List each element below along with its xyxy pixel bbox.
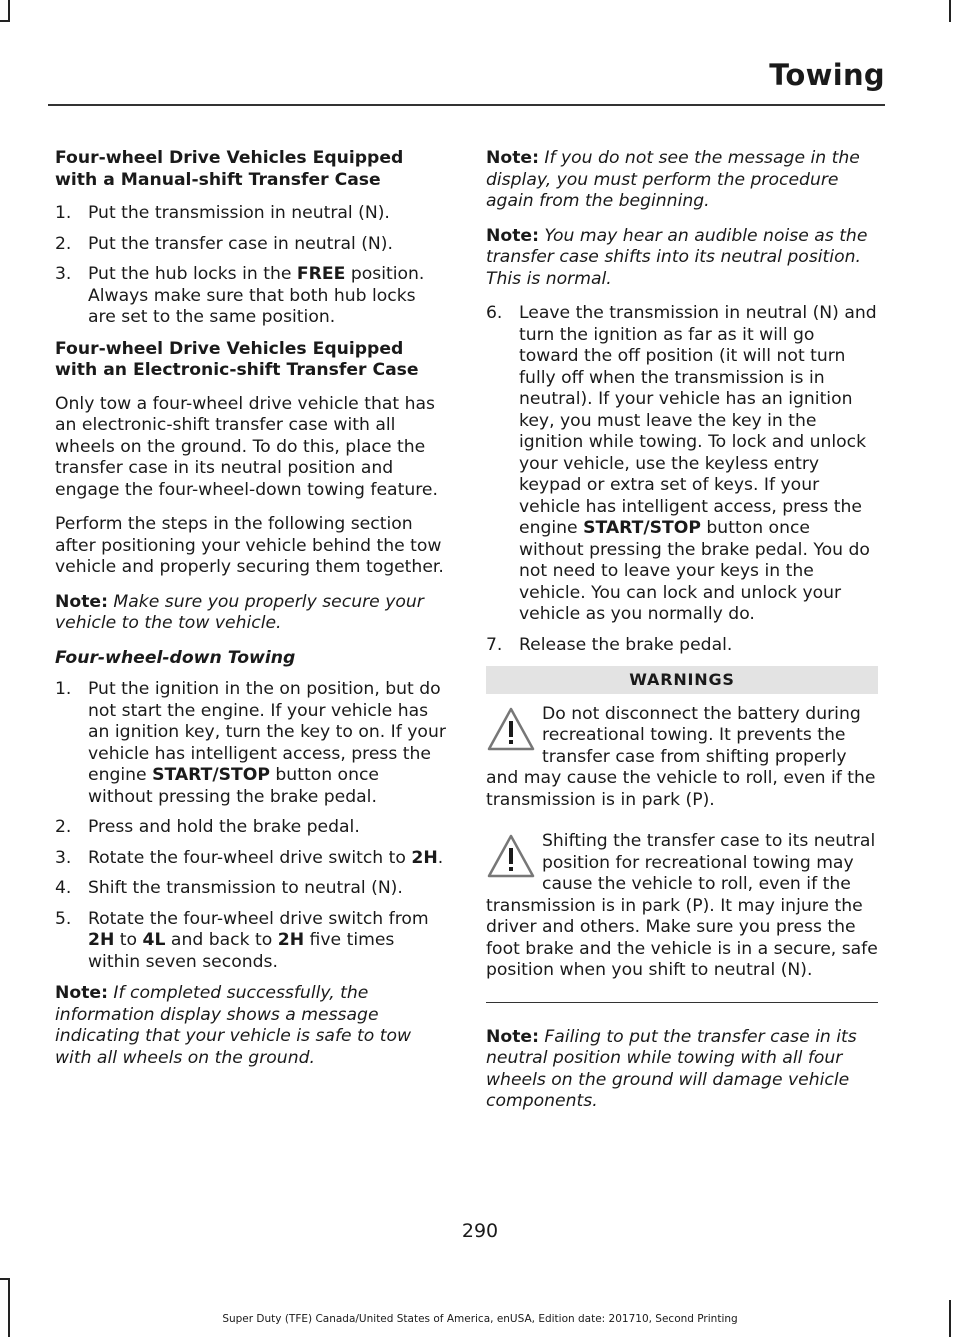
- step-text: Press and hold the brake pedal.: [88, 817, 360, 837]
- list-item: [55, 817, 447, 839]
- paragraph: Only tow a four-wheel drive vehicle that has an electronic-shift transfer case with all wheels on the ground. To do this, place the transfer case in its neutral position and engage the four-wheel-down towing feature.: [55, 393, 438, 500]
- note-text: Make sure you properly secure your vehicle to the tow vehicle.: [55, 591, 424, 633]
- list-item: [486, 303, 878, 626]
- warning-triangle-icon: [486, 833, 536, 879]
- crop-mark-top-left-v: [8, 0, 10, 22]
- step-keyword: START/STOP: [583, 518, 701, 538]
- paragraph: Perform the steps in the following section after positioning your vehicle behind the tow vehicle and properly securing them together.: [55, 514, 444, 577]
- list-item: [55, 203, 447, 225]
- step-number: 3.: [55, 264, 72, 284]
- crop-mark-bottom-left-v: [8, 1278, 10, 1337]
- step-text: five times within seven seconds.: [88, 930, 395, 972]
- page-number: 290: [461, 1220, 499, 1242]
- step-number: 5.: [55, 908, 72, 929]
- four-wheel-down-steps: [55, 679, 447, 973]
- list-item: [55, 679, 447, 808]
- note-label: Note:: [55, 591, 108, 612]
- crop-mark-top-right-v: [949, 0, 951, 22]
- step-number: 1.: [55, 203, 72, 223]
- note: [486, 226, 878, 291]
- warning-block: [486, 704, 878, 812]
- step-text: Put the hub locks in the: [88, 264, 297, 284]
- note-label: Note:: [55, 983, 108, 1003]
- note-text: If completed successfully, the information display shows a message indicating that your vehicle is safe to tow with all wheels on the ground.: [55, 983, 412, 1068]
- step-text: Rotate the four-wheel drive switch to: [88, 847, 412, 868]
- list-item: [55, 234, 447, 256]
- crop-mark-top-left-h: [0, 20, 10, 22]
- step-keyword: START/STOP: [152, 765, 270, 785]
- list-item: [55, 878, 447, 900]
- step-text: button once without pressing the brake pedal.: [88, 765, 379, 807]
- list-item: [55, 264, 447, 329]
- list-item: [55, 909, 447, 974]
- warning-text: Do not disconnect the battery during recreational towing. It prevents the transfer case from shifting properly and may cause the vehicle to roll, even if the transmission is in park (P).: [486, 703, 876, 810]
- step-text: and back to: [165, 930, 278, 950]
- section-heading-four-wheel-down: Four-wheel-down Towing: [55, 647, 296, 668]
- section-heading-manual-shift: Four-wheel Drive Vehicles Equipped with a Manual-shift Transfer Case: [55, 148, 404, 190]
- step-text: Shift the transmission to neutral (N).: [88, 878, 403, 898]
- warning-block: [486, 831, 878, 982]
- warning-text: Shifting the transfer case to its neutral position for recreational towing may cause the vehicle to roll, even if the transmission is in park (P). It may injure the driver and others. Make sure you press the foot brake and the vehicle is in a secure, safe position when you shift to neutral (N).: [486, 831, 878, 980]
- note-text: If you do not see the message in the display, you must perform the procedure again from the beginning.: [486, 148, 860, 211]
- step-number: 2.: [55, 817, 72, 837]
- note: [486, 1027, 878, 1113]
- header-divider: [48, 104, 885, 106]
- step-number: 2.: [55, 233, 72, 254]
- step-text: Rotate the four-wheel drive switch from: [88, 908, 429, 929]
- note: [486, 148, 878, 213]
- step-text: Release the brake pedal.: [519, 634, 733, 655]
- continued-steps: [486, 303, 878, 656]
- step-text: button once without pressing the brake pedal. You do not need to leave your keys in the vehicle. You can lock and unlock your vehicle as you normally do.: [519, 518, 870, 624]
- right-column: [486, 148, 878, 1126]
- section-heading-electronic-shift: Four-wheel Drive Vehicles Equipped with an Electronic-shift Transfer Case: [55, 338, 419, 380]
- step-number: 7.: [486, 634, 503, 655]
- step-number: 6.: [486, 303, 503, 323]
- left-column: [55, 148, 447, 1082]
- note-label: Note:: [486, 225, 539, 246]
- step-text: Leave the transmission in neutral (N) and turn the ignition as far as it will go toward the off position (it will not turn fully off when the transmission is in neutral). If your vehicle has an ignition key, you must leave the key in the ignition while towing. To lock and unlock your vehicle, use the keyless entry keypad or extra set of keys. If your vehicle has intelligent access, press the engine: [519, 303, 877, 538]
- step-number: 4.: [55, 878, 72, 898]
- step-keyword: 2H: [277, 930, 305, 950]
- note-label: Note:: [486, 1026, 539, 1047]
- footer-edition-text: Super Duty (TFE) Canada/United States of America, enUSA, Edition date: 201710, Second Printing: [222, 1313, 738, 1325]
- step-keyword: 2H: [88, 930, 115, 950]
- note: [55, 983, 447, 1069]
- step-keyword: 2H: [411, 847, 438, 868]
- warning-triangle-icon: [486, 706, 536, 752]
- note-text: Failing to put the transfer case in its neutral position while towing with all four wheels on the ground will damage vehicle components.: [486, 1026, 857, 1111]
- manual-shift-steps: [55, 203, 447, 329]
- step-text: Put the transfer case in neutral (N).: [88, 233, 393, 254]
- note-label: Note:: [486, 148, 539, 168]
- note: [55, 592, 447, 635]
- step-text: position. Always make sure that both hub locks are set to the same position.: [88, 264, 425, 327]
- step-keyword: FREE: [296, 264, 346, 284]
- step-text: to: [114, 930, 143, 950]
- list-item: [486, 635, 878, 657]
- step-number: 3.: [55, 847, 72, 868]
- step-text: .: [437, 847, 444, 868]
- step-number: 1.: [55, 679, 72, 699]
- warnings-divider: [486, 1002, 878, 1003]
- note-text: You may hear an audible noise as the transfer case shifts into its neutral position. This is normal.: [486, 225, 868, 289]
- warnings-header: WARNINGS: [486, 666, 878, 694]
- list-item: [55, 848, 447, 870]
- page-title: Towing: [769, 58, 885, 92]
- step-text: Put the transmission in neutral (N).: [88, 203, 390, 223]
- step-keyword: 4L: [142, 930, 166, 950]
- crop-mark-bottom-left-h: [0, 1278, 10, 1280]
- step-text: Put the ignition in the on position, but do not start the engine. If your vehicle has an ignition key, turn the key to on. If your vehicle has intelligent access, press the engine: [88, 679, 446, 785]
